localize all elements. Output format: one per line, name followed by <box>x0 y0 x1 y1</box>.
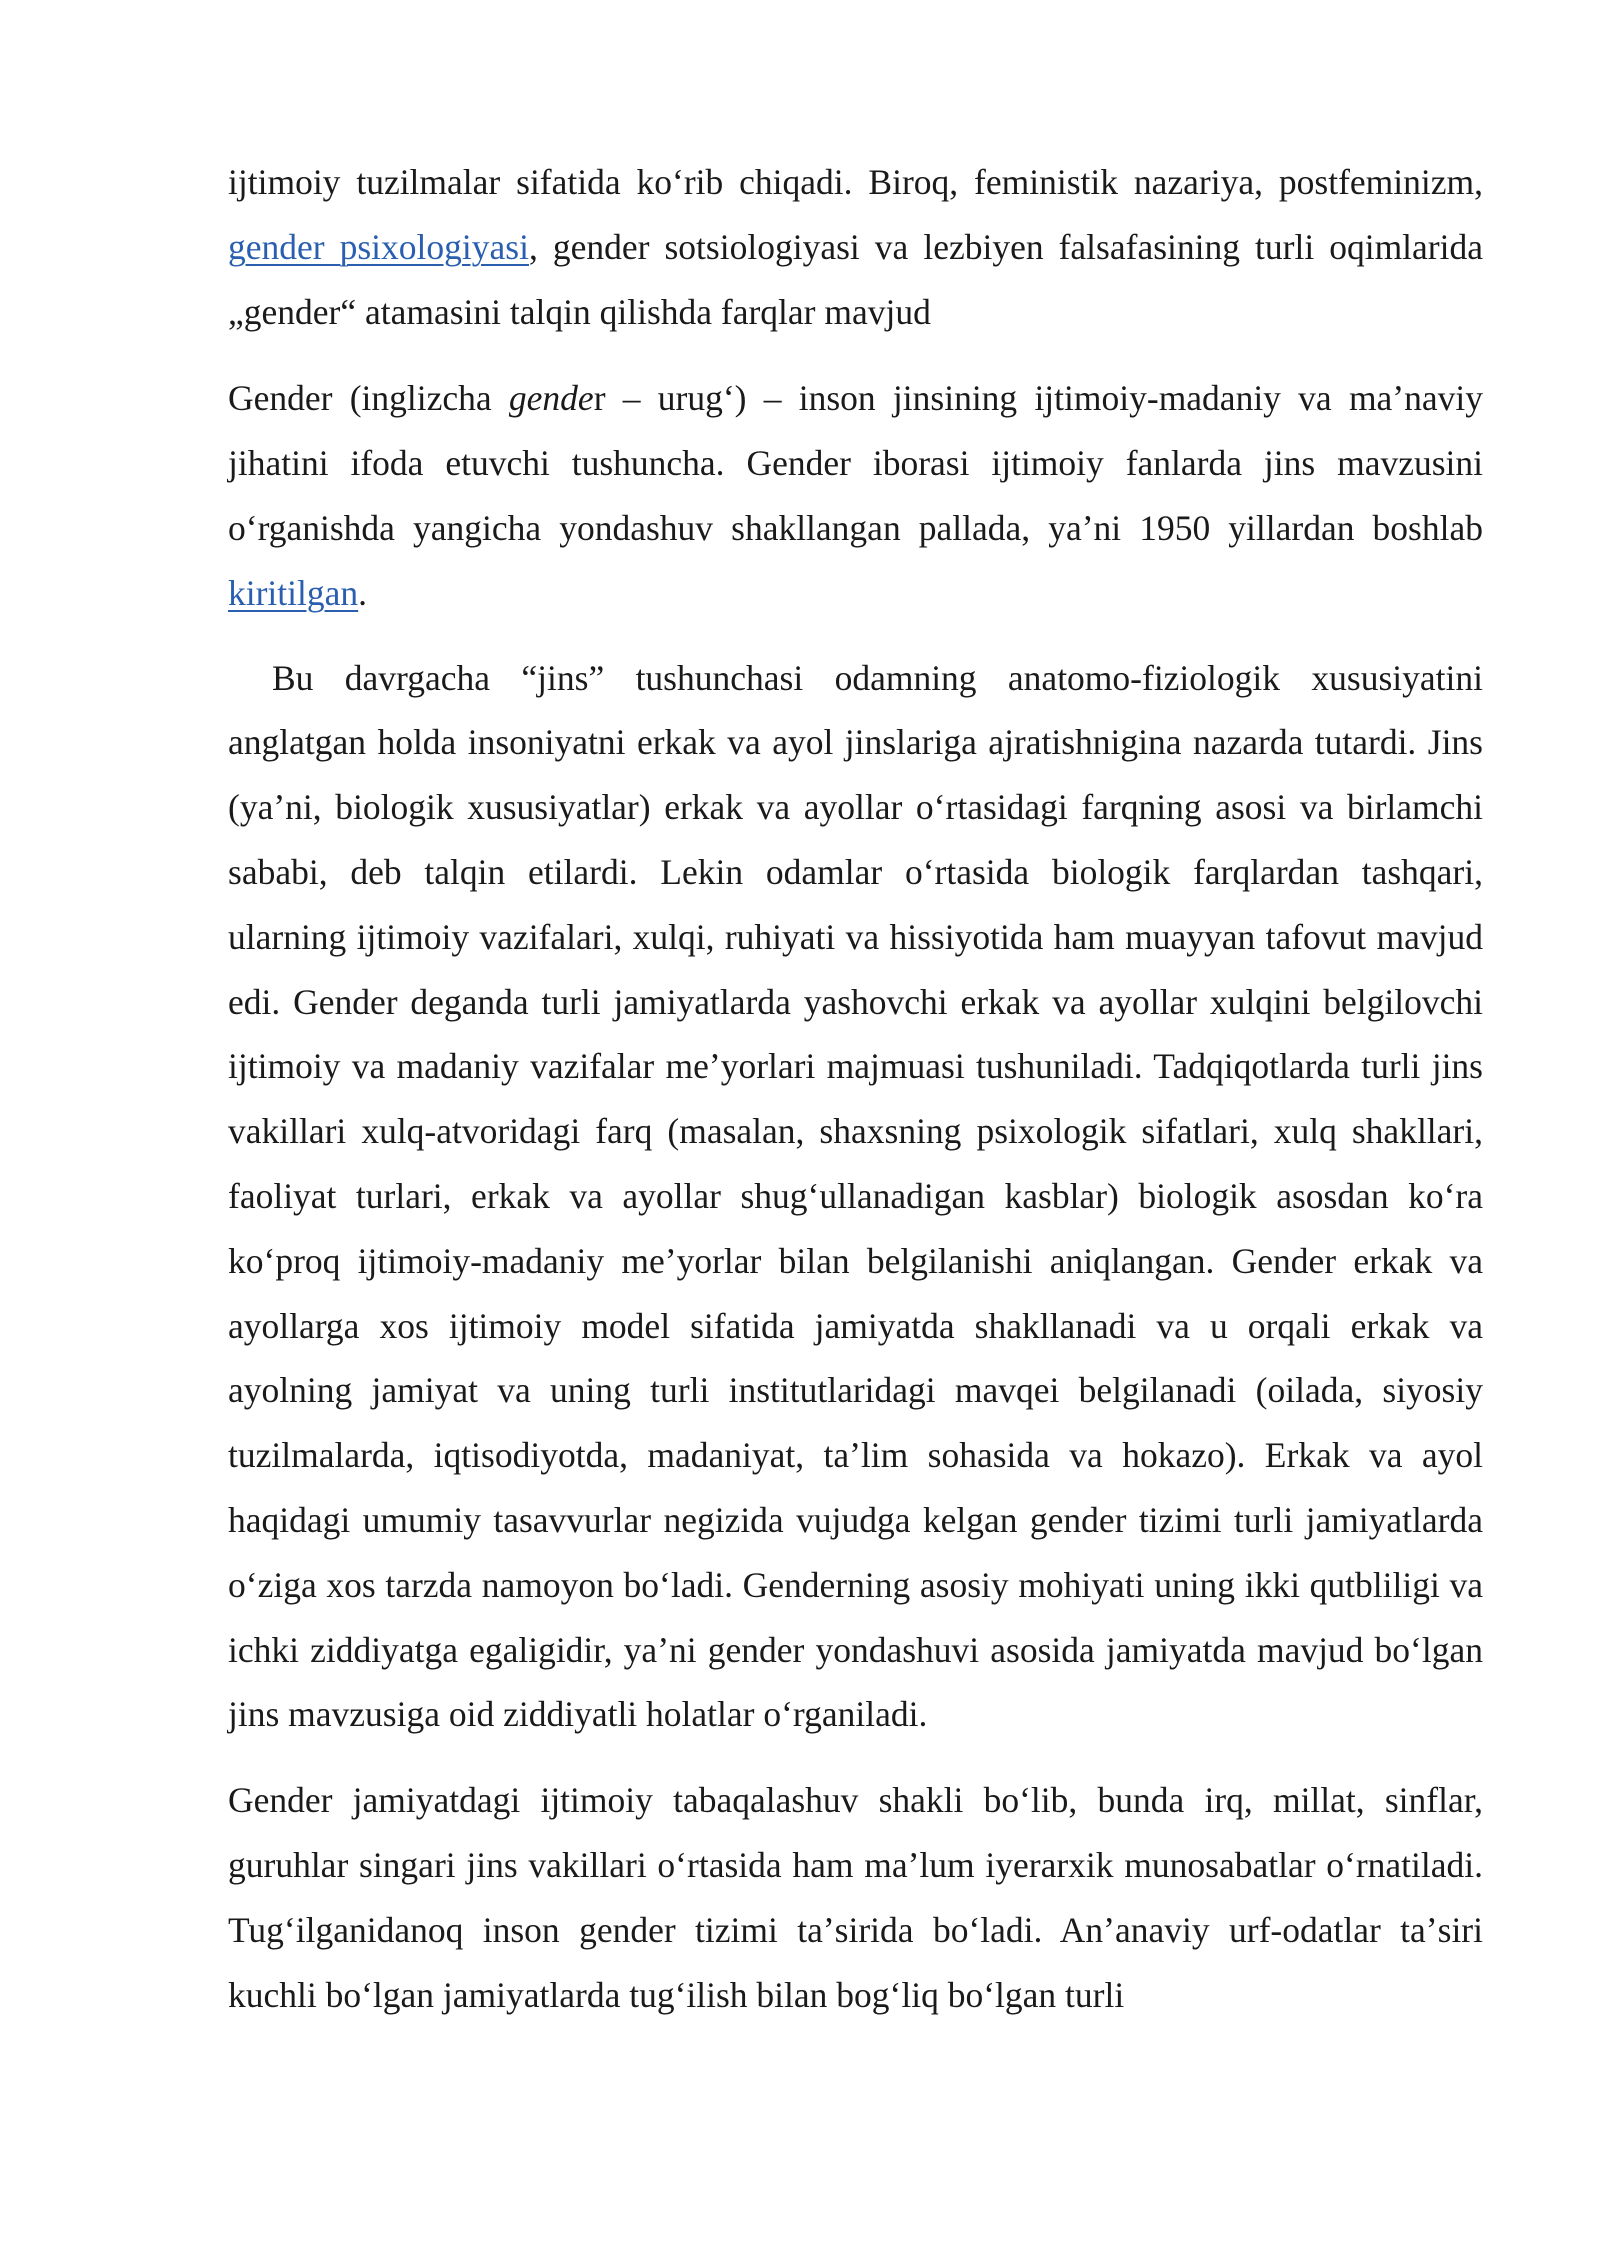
paragraph-1 <box>228 150 1483 344</box>
paragraph-2-text-b: r – urugʻ) – inson jinsining ijtimoiy-madaniy va maʼnaviy jihatini ifoda etuvchi tushuncha. Gender iborasi ijtimoiy fanlarda jins mavzusini oʻrganishda yangicha yondashuv shakllangan pallada, yaʼni 1950 yillardan boshlab <box>228 378 1484 548</box>
paragraph-2-italic-term: gende <box>508 378 594 419</box>
paragraph-4: Gender jamiyatdagi ijtimoiy tabaqalashuv shakli boʻlib, bunda irq, millat, sinflar, guruhlar singari jins vakillari oʻrtasida ham maʼlum iyerarxik munosabatlar oʻrnatiladi. Tugʻilganidanoq inson gender tizimi taʼsirida boʻladi. Anʼanaviy urf-odatlar taʼsiri kuchli boʻlgan jamiyatlarda tugʻilish bilan bogʻliq boʻlgan turli <box>228 1780 1483 2015</box>
paragraph-1-text-b: , gender sotsiologiyasi va lezbiyen falsafasining turli oqimlarida „gender“ atamasini talqin qilishda farqlar mavjud <box>228 226 1483 332</box>
paragraph-2-text-a: Gender (inglizcha <box>228 378 509 419</box>
link-kiritilgan[interactable]: kiritilgan <box>228 572 359 613</box>
document-page <box>228 150 1483 2027</box>
paragraph-2 <box>228 366 1483 625</box>
paragraph-2-text-c: . <box>358 572 368 613</box>
link-gender-psixologiyasi[interactable]: gender psixologiyasi <box>228 226 529 267</box>
paragraph-3: Bu davrgacha “jins” tushunchasi odamning anatomo-fiziologik xususiyatini anglatgan holda insoniyatni erkak va ayol jinslariga ajratishnigina nazarda tutardi. Jins (yaʼni, biologik xususiyatlar) erkak va ayollar oʻrtasidagi farqning asosi va birlamchi sababi, deb talqin etilardi. Lekin odamlar oʻrtasida biologik farqlardan tashqari, ularning ijtimoiy vazifalari, xulqi, ruhiyati va hissiyotida ham muayyan tafovut mavjud edi. Gender deganda turli jamiyatlarda yashovchi erkak va ayollar xulqini belgilovchi ijtimoiy va madaniy vazifalar meʼyorlari majmuasi tushuniladi. Tadqiqotlarda turli jins vakillari xulq-atvoridagi farq (masalan, shaxsning psixologik sifatlari, xulq shakllari, faoliyat turlari, erkak va ayollar shugʻullanadigan kasblar) biologik asosdan koʻra koʻproq ijtimoiy-madaniy meʼyorlar bilan belgilanishi aniqlangan. Gender erkak va ayollarga xos ijtimoiy model sifatida jamiyatda shakllanadi va u orqali erkak va ayolning jamiyat va uning turli institutlaridagi mavqei belgilanadi (oilada, siyosiy tuzilmalarda, iqtisodiyotda, madaniyat, taʼlim sohasida va hokazo). Erkak va ayol haqidagi umumiy tasavvurlar negizida vujudga kelgan gender tizimi turli jamiyatlarda oʻziga xos tarzda namoyon boʻladi. Genderning asosiy mohiyati uning ikki qutbliligi va ichki ziddiyatga egaligidir, yaʼni gender yondashuvi asosida jamiyatda mavjud boʻlgan jins mavzusiga oid ziddiyatli holatlar oʻrganiladi. <box>228 657 1483 1735</box>
paragraph-1-text-a: ijtimoiy tuzilmalar sifatida koʻrib chiqadi. Biroq, feministik nazariya, postfeminizm, <box>228 162 1483 202</box>
